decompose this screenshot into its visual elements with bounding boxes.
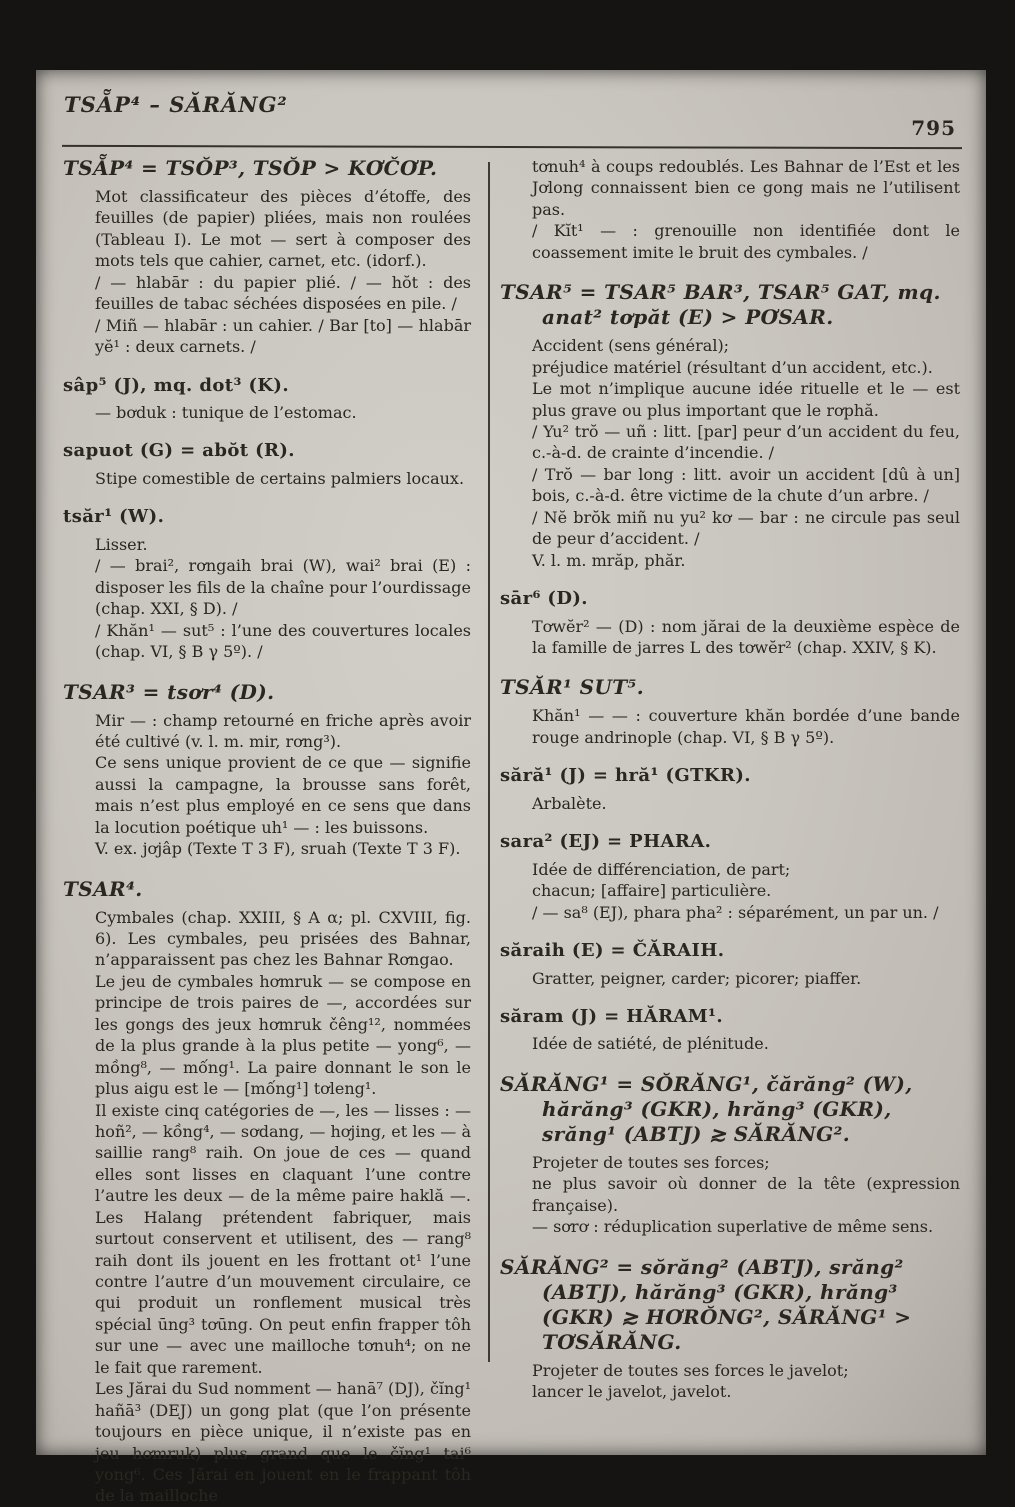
entry-paragraph: / Miñ — hlabār : un cahier. / Bar [to] — hlabār yĕ¹ : deux carnets. /	[95, 315, 471, 357]
entry-headword: SĂRĂNG¹ = SŎRĂNG¹, čărăng² (W), hărăng³ (GKR), hrăng³ (GKR), srăng¹ (ABTJ) ≳ SĂRĂNG².	[500, 1071, 913, 1146]
entry-paragraph: Idée de différenciation, de part;	[532, 859, 791, 879]
page-number: 795	[911, 116, 956, 140]
dictionary-entry	[500, 940, 960, 989]
entry-paragraph: Projeter de toutes ses forces;	[532, 1152, 770, 1172]
entry-headword: săram (J) = HĂRAM¹.	[500, 1005, 723, 1027]
entry-paragraph: tơnuh⁴ à coups redoublés. Les Bahnar de l’Est et les Jơlong connaissent bien ce gong mais ne l’utilisent pas.	[532, 157, 960, 219]
entry-headword: sapuot (G) = abŏt (R).	[63, 440, 295, 462]
dictionary-entry	[63, 156, 471, 358]
dictionary-entry	[500, 1072, 960, 1238]
dictionary-entry	[63, 506, 471, 662]
dictionary-entry	[63, 877, 471, 1507]
entry-paragraph: chacun; [affaire] particulière.	[532, 881, 772, 901]
entry-headword: TSĂR¹ SUT⁵.	[500, 675, 645, 700]
entry-headword: sara² (EJ) = PHARA.	[500, 831, 712, 853]
entry-paragraph: Accident (sens général);	[532, 336, 730, 356]
right-column	[500, 156, 960, 1403]
entry-paragraph: Mir — : champ retourné en friche après avoir été cultivé (v. l. m. mir, rơng³).	[95, 710, 471, 751]
entry-headword: TSAR⁴.	[63, 876, 143, 901]
dictionary-entry	[500, 1006, 960, 1055]
entry-paragraph: Arbalète.	[532, 793, 607, 813]
entry-paragraph: Lisser.	[95, 534, 148, 554]
book-page	[36, 70, 986, 1506]
entry-headword: sār⁶ (D).	[500, 588, 588, 609]
entry-paragraph: Le mot n’implique aucune idée rituelle et le — est plus grave ou plus important que le rơphă.	[532, 379, 960, 420]
dictionary-entry	[500, 831, 960, 923]
entry-paragraph: Idée de satiété, de plénitude.	[532, 1034, 769, 1054]
entry-paragraph: Cymbales (chap. XXIII, § A α; pl. CXVIII, fig. 6). Les cymbales, peu prisées des Bahnar, n’apparaissent pas chez les Bahnar Rơngao.	[95, 907, 471, 970]
entry-paragraph: Ce sens unique provient de ce que — signifie aussi la campagne, la brousse sans forêt, mais n’est plus employé en ce sens que dans la locution poétique uh¹ — : les buissons.	[95, 753, 471, 837]
entry-paragraph: Projeter de toutes ses forces le javelot;	[532, 1360, 849, 1380]
entry-paragraph: Tơwĕr² — (D) : nom jărai de la deuxième espèce de la famille de jarres L des tơwĕr² (chap. XXIV, § K).	[532, 616, 960, 657]
entry-paragraph: / Khăn¹ — sut⁵ : l’une des couvertures locales (chap. VI, § B γ 5º). /	[95, 620, 471, 662]
entry-paragraph: / Kĭt¹ — : grenouille non identifiée dont le coassement imite le bruit des cymbales. /	[532, 221, 960, 262]
entry-paragraph: Gratter, peigner, carder; picorer; piaffer.	[532, 968, 862, 988]
entry-paragraph: / Yu² trŏ — uñ : litt. [par] peur d’un accident du feu, c.-à-d. de crainte d’incendie. /	[532, 421, 960, 463]
entry-paragraph: Le jeu de cymbales hơmruk — se compose en principe de trois paires de —, accordées sur les gongs des jeux hơmruk čêng¹², nommées de la plus grande à la plus petite — yong⁶, — mồng⁸, — mống¹. La paire donnant le son le plus aigu est le — [mống¹] tơleng¹.	[95, 971, 471, 1099]
entry-paragraph: / — sa⁸ (EJ), phara pha² : séparément, un par un. /	[532, 902, 939, 922]
entry-headword: sără¹ (J) = hră¹ (GTKR).	[500, 765, 751, 787]
entry-paragraph: / Trŏ — bar long : litt. avoir un accident [dû à un] bois, c.-à-d. être victime de la chute d’un arbre. /	[532, 464, 960, 506]
dictionary-entry	[63, 375, 471, 424]
entry-paragraph: / — brai², rơngaih brai (W), wai² brai (E) : disposer les fils de la chaîne pour l’ourdissage (chap. XXI, § D). /	[95, 556, 471, 619]
entry-paragraph: — bơduk : tunique de l’estomac.	[95, 403, 357, 422]
running-head: TSẴP⁴ – SĂRĂNG²	[64, 92, 288, 117]
left-column	[63, 156, 471, 1507]
dictionary-entry	[500, 588, 960, 658]
entry-paragraph: Khăn¹ — — : couverture khăn bordée d’une bande rouge andrinople (chap. VI, § B γ 5º).	[532, 706, 960, 747]
entry-paragraph: Les Jărai du Sud nomment — hanā⁷ (DJ), čĭng¹ hañā³ (DEJ) un gong plat (que l’on présente toujours en pièce unique, il n’existe pas en jeu hơmruk) plus grand que le čĭng¹ tai⁶ yong⁶. Ces Jărai en jouent en le frappant tôh de la mailloche	[95, 1379, 471, 1506]
entry-paragraph: Mot classificateur des pièces d’étoffe, des feuilles (de papier) pliées, mais non roulées (Tableau I). Le mot — sert à composer des mots tels que cahier, carnet, etc. (idorf.).	[95, 187, 471, 271]
entry-paragraph: V. l. m. mrăp, phăr.	[532, 550, 686, 570]
entry-paragraph: Stipe comestible de certains palmiers locaux.	[95, 468, 465, 488]
dictionary-entry	[500, 675, 960, 748]
dictionary-entry	[500, 765, 960, 814]
entry-paragraph: — sơrơ : réduplication superlative de même sens.	[532, 1217, 934, 1237]
dictionary-entry	[500, 1255, 960, 1403]
entry-paragraph: Il existe cinq catégories de —, les — lisses : — hoñ², — kồng⁴, — sơdang, — hơjing, et les — à saillie rang⁸ raih. On joue de ces — quand elles sont lisses en claquant l’une contre l’autre les deux — de la même paire haklă —. Les Halang prétendent fabriquer, mais surtout conservent et utilisent, des — rang⁸ raih dont ils jouent en les frottant ot¹ l’une contre l’autre d’un mouvement circulaire, ce qui produit un ronflement musical très spécial ūng³ tơūng. On peut enfin frapper tôh sur une — avec une mailloche tơnuh⁴; on ne le fait que rarement.	[95, 1100, 471, 1377]
entry-paragraph: / — hlabār : du papier plié. / — hŏt : des feuilles de tabac séchées disposées en pile. /	[95, 272, 471, 314]
entry-continuation	[500, 156, 960, 263]
entry-headword: TSAR³ = tsơr⁴ (D).	[63, 679, 275, 704]
entry-headword: sâp⁵ (J), mq. dot³ (K).	[63, 374, 289, 396]
dictionary-entry	[63, 440, 471, 489]
entry-headword: TSAR⁵ = TSAR⁵ BAR³, TSAR⁵ GAT, mq. anat² tơpăt (E) > PƠSAR.	[500, 280, 941, 330]
entry-paragraph: / Nĕ brŏk miñ nu yu² kơ — bar : ne circule pas seul de peur d’accident. /	[532, 507, 960, 549]
entry-headword: tsăr¹ (W).	[63, 506, 165, 528]
entry-paragraph: ne plus savoir où donner de la tête (expression française).	[532, 1174, 960, 1215]
entry-headword: săraih (E) = ČĂRAIH.	[500, 940, 725, 961]
entry-paragraph: V. ex. jơjâp (Texte T 3 F), sruah (Texte T 3 F).	[95, 839, 461, 859]
header-rule	[62, 145, 962, 149]
dictionary-entry	[63, 680, 471, 860]
entry-headword: SĂRĂNG² = sŏrăng² (ABTJ), srăng² (ABTJ), hărăng³ (GKR), hrăng³ (GKR) ≳ HƠRŎNG², SĂRĂNG¹ > TƠSĂRĂNG.	[500, 1254, 912, 1354]
entry-paragraph: préjudice matériel (résultant d’un accident, etc.).	[532, 357, 933, 377]
entry-paragraph: lancer le javelot, javelot.	[532, 1382, 732, 1402]
column-divider	[488, 162, 490, 1362]
entry-headword: TSẴP⁴ = TSŎP³, TSŎP > KƠČƠP.	[63, 156, 438, 180]
dictionary-entry	[500, 280, 960, 571]
